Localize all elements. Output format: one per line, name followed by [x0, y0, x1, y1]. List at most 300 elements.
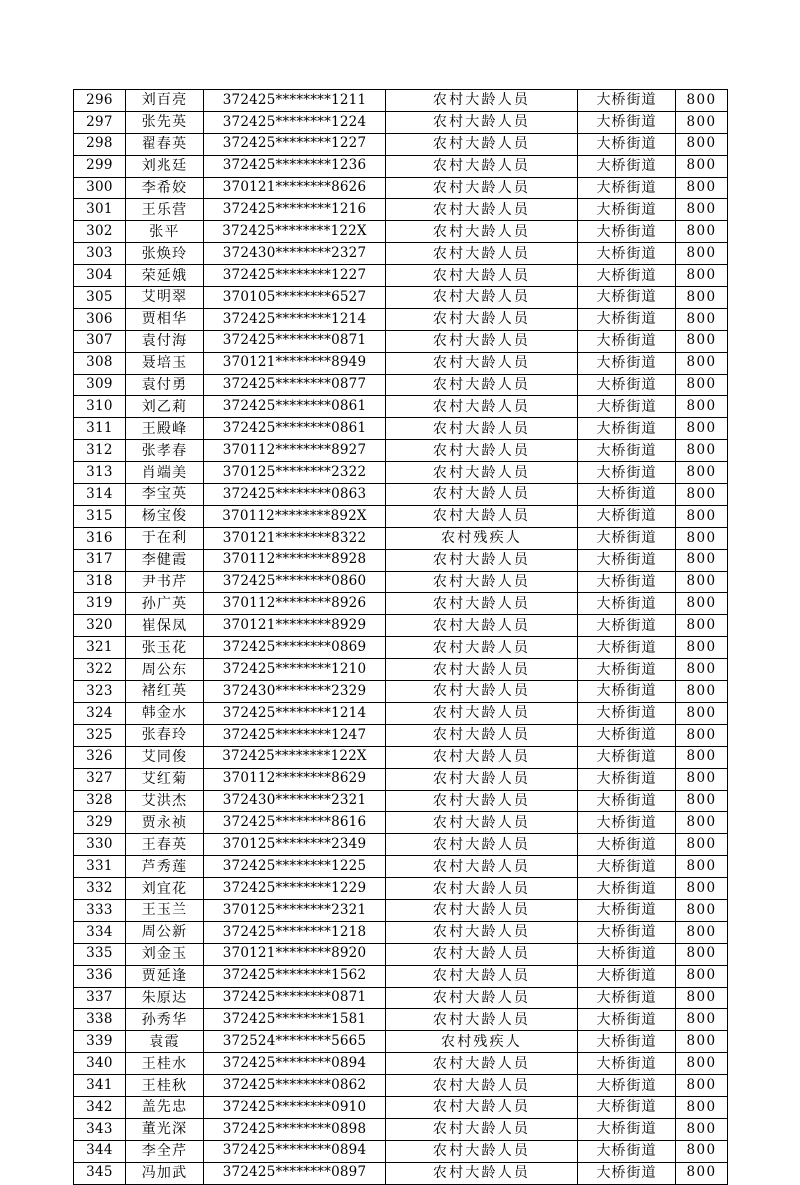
cell-street: 大桥街道	[578, 834, 676, 856]
cell-sequence-number: 310	[74, 396, 126, 418]
cell-amount: 800	[676, 440, 728, 462]
table-row	[74, 768, 728, 790]
cell-id-number: 372425********0910	[204, 1096, 386, 1118]
cell-person-name: 李宝英	[126, 484, 204, 506]
cell-amount: 800	[676, 352, 728, 374]
cell-category: 农村大龄人员	[386, 90, 578, 112]
cell-amount: 800	[676, 199, 728, 221]
cell-person-name: 刘乙莉	[126, 396, 204, 418]
cell-amount: 800	[676, 724, 728, 746]
table-row	[74, 90, 728, 112]
cell-amount: 800	[676, 221, 728, 243]
cell-id-number: 372425********0863	[204, 484, 386, 506]
cell-street: 大桥街道	[578, 878, 676, 900]
cell-id-number: 370125********2321	[204, 899, 386, 921]
cell-id-number: 372425********0871	[204, 330, 386, 352]
cell-category: 农村大龄人员	[386, 155, 578, 177]
cell-street: 大桥街道	[578, 1009, 676, 1031]
cell-amount: 800	[676, 921, 728, 943]
table-row	[74, 965, 728, 987]
cell-amount: 800	[676, 637, 728, 659]
cell-person-name: 荣延娥	[126, 265, 204, 287]
cell-person-name: 王桂水	[126, 1053, 204, 1075]
cell-id-number: 372425********1210	[204, 659, 386, 681]
cell-sequence-number: 308	[74, 352, 126, 374]
cell-amount: 800	[676, 659, 728, 681]
cell-category: 农村大龄人员	[386, 199, 578, 221]
cell-street: 大桥街道	[578, 505, 676, 527]
cell-category: 农村大龄人员	[386, 1075, 578, 1097]
cell-category: 农村大龄人员	[386, 637, 578, 659]
cell-id-number: 370121********8920	[204, 943, 386, 965]
cell-id-number: 372425********1211	[204, 90, 386, 112]
cell-sequence-number: 334	[74, 921, 126, 943]
table-row	[74, 199, 728, 221]
cell-street: 大桥街道	[578, 746, 676, 768]
table-row	[74, 1162, 728, 1184]
cell-street: 大桥街道	[578, 812, 676, 834]
cell-sequence-number: 339	[74, 1031, 126, 1053]
cell-category: 农村大龄人员	[386, 1162, 578, 1184]
table-row	[74, 1031, 728, 1053]
cell-person-name: 刘金玉	[126, 943, 204, 965]
cell-id-number: 370112********892X	[204, 505, 386, 527]
cell-sequence-number: 336	[74, 965, 126, 987]
cell-street: 大桥街道	[578, 418, 676, 440]
cell-person-name: 张玉花	[126, 637, 204, 659]
cell-id-number: 372425********1236	[204, 155, 386, 177]
cell-category: 农村大龄人员	[386, 790, 578, 812]
cell-sequence-number: 312	[74, 440, 126, 462]
cell-street: 大桥街道	[578, 965, 676, 987]
cell-id-number: 370112********8629	[204, 768, 386, 790]
cell-id-number: 372425********1227	[204, 133, 386, 155]
cell-category: 农村大龄人员	[386, 702, 578, 724]
cell-sequence-number: 304	[74, 265, 126, 287]
cell-id-number: 372425********0862	[204, 1075, 386, 1097]
table-row	[74, 899, 728, 921]
table-row	[74, 462, 728, 484]
cell-category: 农村大龄人员	[386, 899, 578, 921]
cell-id-number: 372425********1229	[204, 878, 386, 900]
cell-sequence-number: 325	[74, 724, 126, 746]
table-row	[74, 549, 728, 571]
cell-sequence-number: 309	[74, 374, 126, 396]
cell-street: 大桥街道	[578, 374, 676, 396]
table-row	[74, 943, 728, 965]
cell-person-name: 孙广英	[126, 593, 204, 615]
cell-id-number: 372425********1216	[204, 199, 386, 221]
cell-id-number: 372425********1214	[204, 308, 386, 330]
cell-sequence-number: 313	[74, 462, 126, 484]
cell-sequence-number: 306	[74, 308, 126, 330]
cell-category: 农村大龄人员	[386, 221, 578, 243]
cell-street: 大桥街道	[578, 1118, 676, 1140]
cell-category: 农村大龄人员	[386, 243, 578, 265]
cell-id-number: 372425********1218	[204, 921, 386, 943]
cell-id-number: 372425********0898	[204, 1118, 386, 1140]
cell-person-name: 褚红英	[126, 681, 204, 703]
cell-street: 大桥街道	[578, 615, 676, 637]
cell-id-number: 370121********8626	[204, 177, 386, 199]
cell-person-name: 王桂秋	[126, 1075, 204, 1097]
cell-category: 农村大龄人员	[386, 659, 578, 681]
cell-category: 农村大龄人员	[386, 396, 578, 418]
table-row	[74, 987, 728, 1009]
cell-category: 农村大龄人员	[386, 965, 578, 987]
cell-person-name: 袁付海	[126, 330, 204, 352]
cell-amount: 800	[676, 1053, 728, 1075]
cell-id-number: 372425********1224	[204, 111, 386, 133]
cell-person-name: 贾延逢	[126, 965, 204, 987]
cell-person-name: 张平	[126, 221, 204, 243]
cell-category: 农村大龄人员	[386, 943, 578, 965]
cell-sequence-number: 340	[74, 1053, 126, 1075]
cell-sequence-number: 316	[74, 527, 126, 549]
cell-id-number: 370105********6527	[204, 287, 386, 309]
table-row	[74, 681, 728, 703]
cell-id-number: 372425********1581	[204, 1009, 386, 1031]
cell-street: 大桥街道	[578, 133, 676, 155]
cell-amount: 800	[676, 177, 728, 199]
table-row	[74, 1075, 728, 1097]
table-row	[74, 243, 728, 265]
cell-amount: 800	[676, 899, 728, 921]
table-row	[74, 1009, 728, 1031]
cell-id-number: 370121********8949	[204, 352, 386, 374]
cell-person-name: 周公新	[126, 921, 204, 943]
cell-amount: 800	[676, 1162, 728, 1184]
cell-person-name: 张先英	[126, 111, 204, 133]
cell-sequence-number: 311	[74, 418, 126, 440]
cell-category: 农村大龄人员	[386, 615, 578, 637]
cell-amount: 800	[676, 571, 728, 593]
table-row	[74, 133, 728, 155]
table-row	[74, 659, 728, 681]
cell-sequence-number: 338	[74, 1009, 126, 1031]
cell-id-number: 372430********2329	[204, 681, 386, 703]
cell-street: 大桥街道	[578, 549, 676, 571]
cell-street: 大桥街道	[578, 243, 676, 265]
cell-category: 农村大龄人员	[386, 878, 578, 900]
cell-id-number: 372425********1562	[204, 965, 386, 987]
cell-amount: 800	[676, 812, 728, 834]
cell-amount: 800	[676, 790, 728, 812]
cell-amount: 800	[676, 702, 728, 724]
cell-id-number: 372425********122X	[204, 746, 386, 768]
cell-street: 大桥街道	[578, 593, 676, 615]
table-row	[74, 484, 728, 506]
cell-sequence-number: 343	[74, 1118, 126, 1140]
cell-id-number: 370112********8927	[204, 440, 386, 462]
cell-street: 大桥街道	[578, 637, 676, 659]
cell-street: 大桥街道	[578, 571, 676, 593]
cell-sequence-number: 303	[74, 243, 126, 265]
table-row	[74, 396, 728, 418]
cell-street: 大桥街道	[578, 856, 676, 878]
table-row	[74, 505, 728, 527]
cell-id-number: 372425********1247	[204, 724, 386, 746]
cell-category: 农村大龄人员	[386, 1096, 578, 1118]
table-row	[74, 265, 728, 287]
cell-id-number: 370121********8929	[204, 615, 386, 637]
cell-sequence-number: 307	[74, 330, 126, 352]
cell-id-number: 372425********0869	[204, 637, 386, 659]
table-row	[74, 1118, 728, 1140]
cell-category: 农村大龄人员	[386, 177, 578, 199]
cell-person-name: 王玉兰	[126, 899, 204, 921]
cell-amount: 800	[676, 1009, 728, 1031]
table-row	[74, 1140, 728, 1162]
cell-street: 大桥街道	[578, 90, 676, 112]
cell-person-name: 袁霞	[126, 1031, 204, 1053]
cell-category: 农村大龄人员	[386, 374, 578, 396]
cell-street: 大桥街道	[578, 1031, 676, 1053]
cell-category: 农村大龄人员	[386, 330, 578, 352]
cell-street: 大桥街道	[578, 308, 676, 330]
cell-amount: 800	[676, 593, 728, 615]
cell-amount: 800	[676, 527, 728, 549]
cell-amount: 800	[676, 462, 728, 484]
cell-amount: 800	[676, 768, 728, 790]
cell-person-name: 王春英	[126, 834, 204, 856]
cell-street: 大桥街道	[578, 1140, 676, 1162]
cell-amount: 800	[676, 484, 728, 506]
cell-sequence-number: 327	[74, 768, 126, 790]
cell-person-name: 芦秀莲	[126, 856, 204, 878]
cell-amount: 800	[676, 155, 728, 177]
cell-person-name: 韩金水	[126, 702, 204, 724]
cell-category: 农村残疾人	[386, 1031, 578, 1053]
cell-person-name: 盖先忠	[126, 1096, 204, 1118]
cell-category: 农村大龄人员	[386, 921, 578, 943]
cell-amount: 800	[676, 987, 728, 1009]
cell-id-number: 372425********0877	[204, 374, 386, 396]
cell-person-name: 肖端美	[126, 462, 204, 484]
cell-amount: 800	[676, 308, 728, 330]
table-row	[74, 1053, 728, 1075]
cell-street: 大桥街道	[578, 199, 676, 221]
cell-person-name: 张春玲	[126, 724, 204, 746]
cell-id-number: 372425********1214	[204, 702, 386, 724]
cell-sequence-number: 300	[74, 177, 126, 199]
cell-id-number: 370121********8322	[204, 527, 386, 549]
table-row	[74, 111, 728, 133]
cell-amount: 800	[676, 1075, 728, 1097]
cell-amount: 800	[676, 878, 728, 900]
cell-street: 大桥街道	[578, 659, 676, 681]
cell-street: 大桥街道	[578, 177, 676, 199]
cell-sequence-number: 341	[74, 1075, 126, 1097]
cell-street: 大桥街道	[578, 527, 676, 549]
cell-sequence-number: 324	[74, 702, 126, 724]
cell-category: 农村大龄人员	[386, 440, 578, 462]
table-row	[74, 790, 728, 812]
table-row	[74, 637, 728, 659]
cell-sequence-number: 314	[74, 484, 126, 506]
cell-street: 大桥街道	[578, 943, 676, 965]
cell-sequence-number: 317	[74, 549, 126, 571]
cell-person-name: 王乐营	[126, 199, 204, 221]
cell-sequence-number: 345	[74, 1162, 126, 1184]
cell-id-number: 370125********2349	[204, 834, 386, 856]
cell-person-name: 李希姣	[126, 177, 204, 199]
cell-sequence-number: 326	[74, 746, 126, 768]
table-row	[74, 746, 728, 768]
cell-sequence-number: 301	[74, 199, 126, 221]
cell-sequence-number: 305	[74, 287, 126, 309]
cell-street: 大桥街道	[578, 1096, 676, 1118]
table-row	[74, 155, 728, 177]
cell-id-number: 372425********0897	[204, 1162, 386, 1184]
cell-category: 农村大龄人员	[386, 724, 578, 746]
cell-sequence-number: 315	[74, 505, 126, 527]
cell-amount: 800	[676, 90, 728, 112]
cell-category: 农村大龄人员	[386, 418, 578, 440]
cell-sequence-number: 319	[74, 593, 126, 615]
cell-person-name: 崔保凤	[126, 615, 204, 637]
table-row	[74, 352, 728, 374]
cell-street: 大桥街道	[578, 921, 676, 943]
cell-id-number: 372425********0871	[204, 987, 386, 1009]
table-row	[74, 221, 728, 243]
cell-sequence-number: 329	[74, 812, 126, 834]
cell-sequence-number: 333	[74, 899, 126, 921]
cell-sequence-number: 322	[74, 659, 126, 681]
cell-sequence-number: 328	[74, 790, 126, 812]
cell-category: 农村残疾人	[386, 527, 578, 549]
table-row	[74, 921, 728, 943]
cell-street: 大桥街道	[578, 330, 676, 352]
cell-amount: 800	[676, 746, 728, 768]
cell-category: 农村大龄人员	[386, 812, 578, 834]
cell-id-number: 372425********0894	[204, 1053, 386, 1075]
cell-person-name: 刘宜花	[126, 878, 204, 900]
cell-sequence-number: 342	[74, 1096, 126, 1118]
cell-amount: 800	[676, 374, 728, 396]
cell-id-number: 372425********8616	[204, 812, 386, 834]
cell-person-name: 王殿峰	[126, 418, 204, 440]
cell-amount: 800	[676, 133, 728, 155]
cell-street: 大桥街道	[578, 1075, 676, 1097]
table-row	[74, 440, 728, 462]
cell-person-name: 李全芹	[126, 1140, 204, 1162]
cell-id-number: 372425********1225	[204, 856, 386, 878]
cell-street: 大桥街道	[578, 724, 676, 746]
table-row	[74, 856, 728, 878]
cell-person-name: 艾红菊	[126, 768, 204, 790]
cell-street: 大桥街道	[578, 440, 676, 462]
cell-category: 农村大龄人员	[386, 1140, 578, 1162]
cell-amount: 800	[676, 1118, 728, 1140]
cell-amount: 800	[676, 681, 728, 703]
table-row	[74, 374, 728, 396]
cell-id-number: 372430********2327	[204, 243, 386, 265]
cell-person-name: 贾永祯	[126, 812, 204, 834]
cell-street: 大桥街道	[578, 265, 676, 287]
cell-category: 农村大龄人员	[386, 593, 578, 615]
table-row	[74, 1096, 728, 1118]
cell-person-name: 艾洪杰	[126, 790, 204, 812]
cell-amount: 800	[676, 1031, 728, 1053]
cell-street: 大桥街道	[578, 681, 676, 703]
cell-category: 农村大龄人员	[386, 287, 578, 309]
cell-id-number: 372425********122X	[204, 221, 386, 243]
cell-street: 大桥街道	[578, 352, 676, 374]
cell-category: 农村大龄人员	[386, 856, 578, 878]
cell-street: 大桥街道	[578, 768, 676, 790]
cell-sequence-number: 296	[74, 90, 126, 112]
cell-sequence-number: 330	[74, 834, 126, 856]
cell-sequence-number: 344	[74, 1140, 126, 1162]
cell-sequence-number: 299	[74, 155, 126, 177]
cell-id-number: 372430********2321	[204, 790, 386, 812]
cell-category: 农村大龄人员	[386, 484, 578, 506]
cell-sequence-number: 337	[74, 987, 126, 1009]
cell-street: 大桥街道	[578, 1053, 676, 1075]
table-row	[74, 702, 728, 724]
cell-sequence-number: 335	[74, 943, 126, 965]
cell-person-name: 于在利	[126, 527, 204, 549]
cell-person-name: 刘兆廷	[126, 155, 204, 177]
cell-person-name: 聂培玉	[126, 352, 204, 374]
cell-sequence-number: 331	[74, 856, 126, 878]
cell-amount: 800	[676, 943, 728, 965]
cell-sequence-number: 332	[74, 878, 126, 900]
cell-amount: 800	[676, 615, 728, 637]
table-row	[74, 615, 728, 637]
table-row	[74, 571, 728, 593]
cell-street: 大桥街道	[578, 287, 676, 309]
cell-category: 农村大龄人员	[386, 265, 578, 287]
cell-category: 农村大龄人员	[386, 133, 578, 155]
cell-street: 大桥街道	[578, 155, 676, 177]
table-row	[74, 308, 728, 330]
cell-street: 大桥街道	[578, 702, 676, 724]
cell-amount: 800	[676, 856, 728, 878]
roster-table	[73, 89, 728, 1185]
roster-table-container	[73, 89, 727, 1185]
cell-street: 大桥街道	[578, 396, 676, 418]
cell-person-name: 张焕玲	[126, 243, 204, 265]
cell-amount: 800	[676, 330, 728, 352]
cell-category: 农村大龄人员	[386, 352, 578, 374]
cell-category: 农村大龄人员	[386, 462, 578, 484]
table-row	[74, 287, 728, 309]
cell-street: 大桥街道	[578, 899, 676, 921]
cell-street: 大桥街道	[578, 462, 676, 484]
table-row	[74, 878, 728, 900]
table-row	[74, 593, 728, 615]
cell-category: 农村大龄人员	[386, 549, 578, 571]
cell-id-number: 372524********5665	[204, 1031, 386, 1053]
table-row	[74, 812, 728, 834]
cell-person-name: 李健霞	[126, 549, 204, 571]
cell-sequence-number: 320	[74, 615, 126, 637]
cell-sequence-number: 318	[74, 571, 126, 593]
cell-street: 大桥街道	[578, 111, 676, 133]
cell-sequence-number: 297	[74, 111, 126, 133]
cell-id-number: 370112********8926	[204, 593, 386, 615]
cell-person-name: 翟春英	[126, 133, 204, 155]
table-row	[74, 177, 728, 199]
cell-category: 农村大龄人员	[386, 505, 578, 527]
cell-id-number: 372425********0894	[204, 1140, 386, 1162]
table-row	[74, 527, 728, 549]
cell-street: 大桥街道	[578, 1162, 676, 1184]
cell-id-number: 370112********8928	[204, 549, 386, 571]
cell-amount: 800	[676, 418, 728, 440]
